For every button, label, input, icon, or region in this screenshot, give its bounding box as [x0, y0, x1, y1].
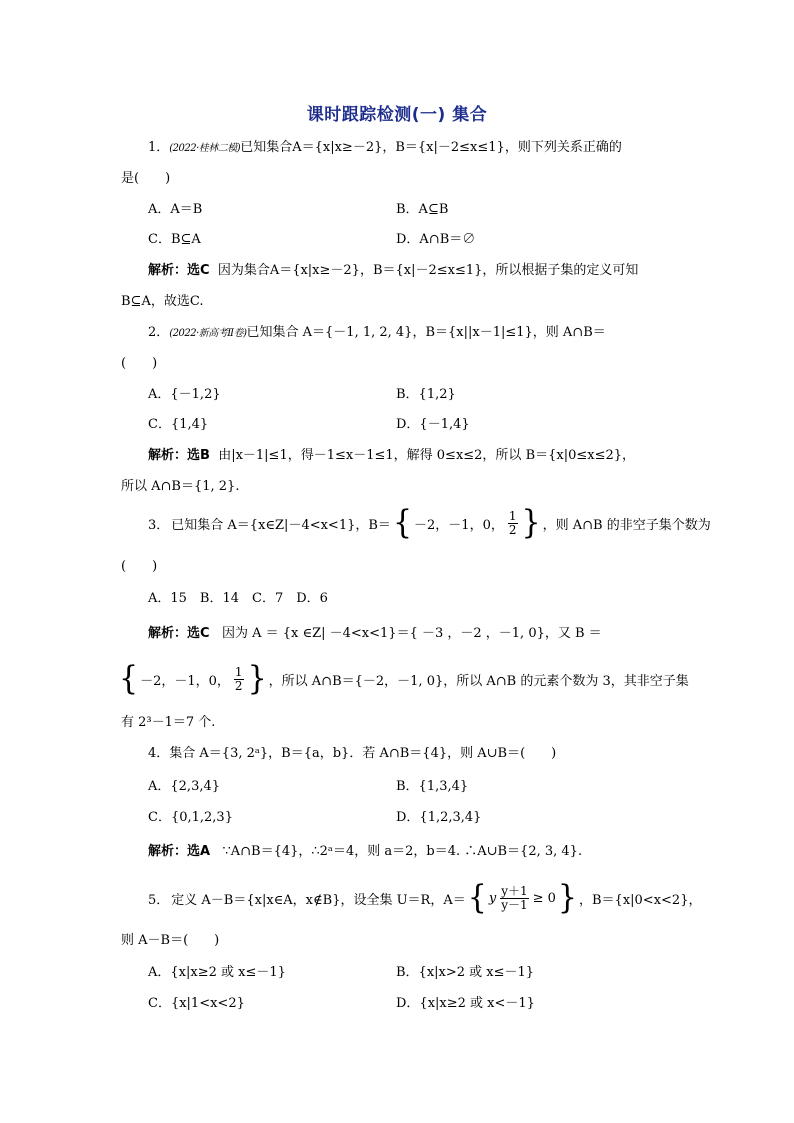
- question-3-solution-fraction: [234, 666, 244, 693]
- question-2-stem-cont: ( ): [121, 356, 158, 371]
- question-4-stem: [148, 745, 556, 763]
- question-2-option-b: B．{1,2}: [396, 387, 456, 402]
- question-2-option-d: D．{－1,4}: [396, 417, 470, 432]
- question-5-set-variable: y: [488, 890, 497, 906]
- fraction-numerator: 1: [508, 508, 517, 523]
- question-5-fraction: [500, 885, 528, 912]
- question-1-solution-cont: B⊆A，故选C.: [121, 294, 204, 309]
- question-4-solution-tag: 解析：选A: [148, 844, 211, 859]
- question-3-options: A．15 B．14 C．7 D．6: [148, 591, 328, 606]
- question-2-stem: [148, 324, 606, 343]
- question-2-source: (2022·新高考Ⅱ卷): [169, 328, 247, 339]
- question-4-option-c: C．{0,1,2,3}: [148, 810, 233, 825]
- question-5-option-d: D．{x|x≥2 或 x<－1}: [396, 996, 535, 1011]
- question-2-solution-cont: 所以 A∩B＝{1, 2}.: [121, 479, 240, 494]
- question-3-solution-text-2: ，所以 A∩B＝{－2，－1, 0}，所以 A∩B 的元素个数为 3，其非空子集: [268, 673, 689, 689]
- question-1-number: 1．: [148, 140, 170, 155]
- question-1-source: (2022·桂林二模): [169, 143, 241, 154]
- question-1-stem-cont: 是( ): [121, 171, 171, 186]
- question-5-stem: [148, 878, 702, 917]
- question-3-solution-text: 因为 A ＝ {x ∈Z| －4<x<1}＝{ －3 ，－2 ，－1, 0}，又 B ＝: [221, 626, 602, 641]
- question-5-option-c: C．{x|1<x<2}: [148, 996, 245, 1011]
- question-2-option-c: C．{1,4}: [148, 417, 209, 432]
- question-1-solution-tag: 解析：选C: [148, 263, 210, 278]
- question-5-number: 5．: [148, 892, 170, 908]
- question-5-option-b: B．{x|x>2 或 x≤－1}: [396, 965, 535, 980]
- question-3-solution-tag: 解析：选C: [148, 626, 210, 641]
- left-brace-icon: {: [467, 878, 487, 917]
- question-5-text-b: ，B＝{x|0<x<2}，: [579, 892, 702, 908]
- right-brace-icon: }: [521, 503, 541, 542]
- question-5-option-a: A．{x|x≥2 或 x≤－1}: [148, 965, 286, 980]
- fraction-denominator: 2: [234, 678, 243, 693]
- question-2-text: 已知集合 A＝{－1, 1, 2, 4}，B＝{x||x－1|≤1}，则 A∩B＝: [246, 325, 606, 340]
- question-3-stem: [148, 503, 711, 542]
- question-1-text: 已知集合A＝{x|x≥－2}，B＝{x|－2≤x≤1}，则下列关系正确的: [240, 140, 622, 155]
- question-3-number: 3．: [148, 517, 170, 533]
- fraction-denominator: 2: [508, 522, 517, 537]
- right-brace-icon: }: [557, 878, 577, 917]
- question-4-solution: [148, 843, 582, 861]
- question-3-solution-cont: 有 2³－1＝7 个.: [121, 715, 216, 730]
- question-3-solution-set-items: －2，－1，0，: [140, 673, 230, 689]
- question-4-number: 4．: [148, 746, 170, 761]
- fraction-numerator: 1: [234, 664, 243, 679]
- question-5-text-a: 定义 A－B＝{x|x∈A，x∉B}，设全集 U＝R，A＝: [171, 892, 466, 908]
- question-2-solution: [148, 447, 635, 465]
- question-1-option-b: B．A⊆B: [396, 202, 449, 217]
- left-brace-icon: {: [392, 503, 413, 542]
- fraction-numerator: y＋1: [501, 883, 528, 898]
- left-brace-icon: {: [119, 659, 139, 698]
- question-2-solution-text: 由|x－1|≤1，得－1≤x－1≤1，解得 0≤x≤2，所以 B＝{x|0≤x≤2}，: [218, 448, 636, 463]
- question-1-option-a: A．A＝B: [148, 202, 203, 217]
- question-4-option-a: A．{2,3,4}: [148, 779, 221, 794]
- question-2-option-a: A．{－1,2}: [148, 387, 221, 402]
- question-4-text: 集合 A＝{3, 2ᵃ}，B＝{a，b}．若 A∩B＝{4}，则 A∪B＝( ): [169, 746, 557, 761]
- question-3-fraction: [508, 510, 518, 537]
- question-1-stem: [148, 139, 622, 158]
- question-4-solution-text: ∵A∩B＝{4}，∴2ᵃ＝4，则 a＝2，b＝4. ∴A∪B＝{2, 3, 4}.: [222, 844, 583, 859]
- question-4-option-b: B．{1,3,4}: [396, 779, 469, 794]
- question-2-number: 2．: [148, 325, 170, 340]
- question-1-option-c: C．B⊆A: [148, 232, 201, 247]
- question-3-stem-cont: ( ): [121, 559, 158, 574]
- question-3-solution-set-line: [119, 659, 689, 698]
- question-3-text-b: ，则 A∩B 的非空子集个数为: [542, 517, 711, 533]
- question-5-set-condition: ≥ 0: [532, 890, 556, 906]
- page-title: 课时跟踪检测(一) 集合: [306, 105, 488, 125]
- question-5-stem-cont: 则 A－B＝( ): [121, 933, 220, 948]
- question-2-solution-tag: 解析：选B: [148, 448, 210, 463]
- question-4-option-d: D．{1,2,3,4}: [396, 810, 482, 825]
- question-3-solution: [148, 625, 602, 643]
- question-3-text-a: 已知集合 A＝{x∈Z|－4<x<1}，B＝: [171, 517, 391, 533]
- right-brace-icon: }: [247, 659, 267, 698]
- question-1-solution: [148, 262, 638, 280]
- question-1-option-d: D．A∩B＝∅: [396, 232, 476, 247]
- question-3-set-items: －2，－1，0，: [414, 517, 504, 533]
- fraction-denominator: y－1: [501, 897, 528, 912]
- question-1-solution-text: 因为集合A＝{x|x≥－2}，B＝{x|－2≤x≤1}，所以根据子集的定义可知: [217, 263, 639, 278]
